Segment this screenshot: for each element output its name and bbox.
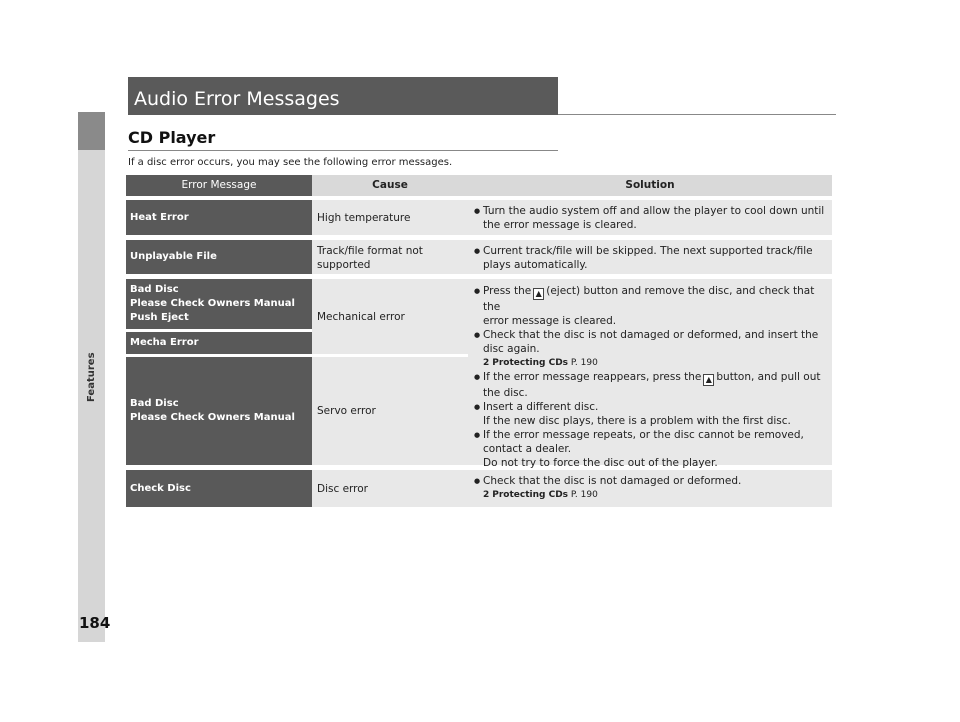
cause-text: Servo error xyxy=(317,405,376,417)
solution-line: contact a dealer. xyxy=(483,443,572,455)
page-title-bar xyxy=(128,77,558,115)
intro-text: If a disc error occurs, you may see the following error messages. xyxy=(128,157,453,168)
solution-line: plays automatically. xyxy=(483,259,588,271)
solution-line: ● Press the ▲ (eject) button and remove the disc, and check that the xyxy=(483,285,815,313)
reference-title: Protecting CDs xyxy=(492,490,569,500)
solution-item xyxy=(474,204,826,232)
solution-line: ● Check that the disc is not damaged or deformed, and insert the xyxy=(483,329,819,341)
error-message-cell xyxy=(126,357,312,465)
error-message-cell xyxy=(126,470,312,507)
cross-reference-link[interactable] xyxy=(474,356,826,370)
solution-line: ● If the error message repeats, or the disc cannot be removed, xyxy=(483,429,804,441)
solution-cell xyxy=(468,279,832,469)
reference-arrow-icon: 2 xyxy=(483,490,490,500)
solution-item xyxy=(474,370,826,400)
solution-line: the disc. xyxy=(483,387,528,399)
reference-title: Protecting CDs xyxy=(492,358,569,368)
section-heading: CD Player xyxy=(128,128,216,147)
cause-cell xyxy=(312,200,468,235)
solution-line: the error message is cleared. xyxy=(483,219,637,231)
solution-line: ● Insert a different disc. xyxy=(483,401,599,413)
cause-cell xyxy=(312,357,468,465)
cause-text: Mechanical error xyxy=(317,310,405,323)
solution-line: Do not try to force the disc out of the player. xyxy=(483,457,718,469)
solution-cell xyxy=(468,240,832,274)
solution-item xyxy=(474,284,826,328)
error-message-text: Please Check Owners Manual xyxy=(130,298,295,309)
column-header-cause: Cause xyxy=(312,175,468,196)
error-message-text: Bad Disc xyxy=(130,398,179,409)
cause-text: Disc error xyxy=(317,482,369,495)
cause-text: High temperature xyxy=(317,211,411,224)
reference-page: P. 190 xyxy=(570,490,598,500)
error-message-text: Check Disc xyxy=(130,482,191,494)
error-message-text: Bad Disc xyxy=(130,284,179,295)
solution-line: ● If the error message reappears, press the ▲ button, and pull out xyxy=(483,371,821,384)
error-message-text: Please Check Owners Manual xyxy=(130,412,295,423)
solution-line: ● Current track/file will be skipped. The next supported track/file xyxy=(483,245,813,257)
reference-arrow-icon: 2 xyxy=(483,358,490,368)
heading-rule xyxy=(128,150,558,151)
solution-item xyxy=(474,244,826,272)
solution-cell xyxy=(468,470,832,507)
error-message-cell xyxy=(126,240,312,274)
cause-cell xyxy=(312,470,468,507)
side-tab-marker xyxy=(78,112,105,150)
solution-line: error message is cleared. xyxy=(483,315,617,327)
error-message-cell xyxy=(126,200,312,235)
error-message-cell xyxy=(126,279,312,329)
cross-reference-link[interactable] xyxy=(474,488,826,502)
error-message-cell xyxy=(126,332,312,354)
eject-icon: ▲ xyxy=(703,374,714,386)
title-rule xyxy=(558,114,836,115)
column-header-message: Error Message xyxy=(126,175,312,196)
page-title: Audio Error Messages xyxy=(134,88,340,110)
solution-item xyxy=(474,428,826,470)
eject-icon: ▲ xyxy=(533,288,544,300)
solution-line: ● Check that the disc is not damaged or deformed. xyxy=(483,475,742,487)
cause-cell xyxy=(312,279,468,354)
reference-page: P. 190 xyxy=(570,358,598,368)
cause-text: Track/file format not supported xyxy=(317,245,423,271)
solution-item xyxy=(474,474,826,488)
solution-item xyxy=(474,328,826,356)
cause-cell xyxy=(312,240,468,274)
column-header-solution: Solution xyxy=(468,175,832,196)
solution-line: ● Turn the audio system off and allow the player to cool down until xyxy=(483,205,825,217)
solution-line: If the new disc plays, there is a problem with the first disc. xyxy=(483,415,791,427)
page-number: 184 xyxy=(79,614,111,632)
solution-item xyxy=(474,400,826,428)
error-message-text: Mecha Error xyxy=(130,337,199,348)
error-message-text: Unplayable File xyxy=(130,251,217,262)
solution-line: disc again. xyxy=(483,343,540,355)
solution-cell xyxy=(468,200,832,235)
section-label: Features xyxy=(86,352,97,402)
error-message-text: Heat Error xyxy=(130,211,189,223)
error-message-text: Push Eject xyxy=(130,312,189,323)
